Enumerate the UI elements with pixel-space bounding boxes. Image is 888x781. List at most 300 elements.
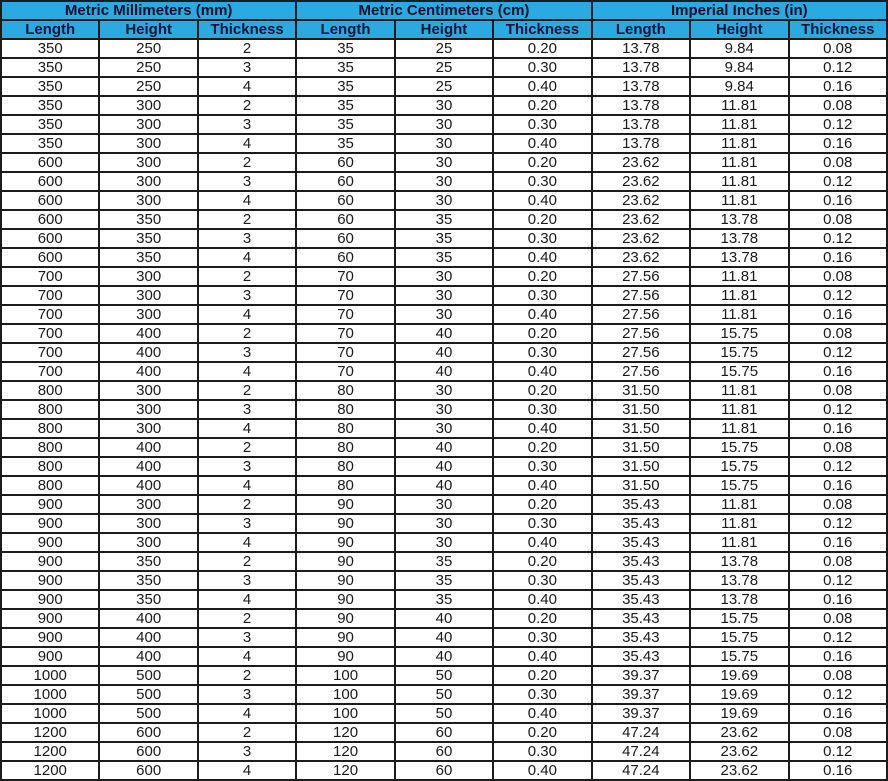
table-cell: 0.08 [789,552,888,571]
table-row [1,58,887,77]
table-cell: 600 [99,742,197,761]
table-cell: 0.20 [493,381,591,400]
table-cell: 300 [99,172,197,191]
table-cell: 0.12 [789,742,888,761]
table-cell: 90 [296,533,394,552]
table-cell: 0.08 [789,666,888,685]
table-cell: 0.16 [789,476,888,495]
table-cell: 25 [395,58,493,77]
table-cell: 0.30 [493,628,591,647]
table-cell: 0.12 [789,286,888,305]
table-cell: 31.50 [592,381,690,400]
table-cell: 0.40 [493,476,591,495]
table-row [1,172,887,191]
table-cell: 0.30 [493,457,591,476]
table-cell: 4 [198,77,296,96]
table-cell: 3 [198,400,296,419]
column-header-mm-length: Length [1,20,99,39]
table-cell: 13.78 [690,248,788,267]
table-cell: 0.40 [493,134,591,153]
table-cell: 70 [296,267,394,286]
table-cell: 70 [296,324,394,343]
column-header-cm-height: Height [395,20,493,39]
table-cell: 60 [395,723,493,742]
table-cell: 300 [99,96,197,115]
table-cell: 35 [395,248,493,267]
table-cell: 35 [296,115,394,134]
table-cell: 60 [296,191,394,210]
table-cell: 13.78 [690,590,788,609]
table-cell: 39.37 [592,685,690,704]
table-cell: 600 [99,723,197,742]
table-row [1,39,887,58]
table-cell: 800 [1,419,99,438]
table-cell: 500 [99,666,197,685]
table-row [1,400,887,419]
table-cell: 30 [395,514,493,533]
table-cell: 23.62 [592,153,690,172]
table-cell: 4 [198,248,296,267]
table-cell: 31.50 [592,400,690,419]
table-cell: 0.16 [789,533,888,552]
table-row [1,305,887,324]
table-cell: 4 [198,647,296,666]
table-cell: 0.08 [789,609,888,628]
table-row [1,761,887,780]
table-cell: 0.30 [493,172,591,191]
table-row [1,229,887,248]
table-cell: 700 [1,343,99,362]
table-cell: 35.43 [592,495,690,514]
table-cell: 11.81 [690,305,788,324]
table-cell: 80 [296,381,394,400]
table-cell: 35 [296,58,394,77]
table-cell: 800 [1,476,99,495]
table-cell: 0.30 [493,400,591,419]
table-cell: 60 [395,761,493,780]
table-cell: 2 [198,438,296,457]
table-cell: 0.08 [789,381,888,400]
table-cell: 300 [99,267,197,286]
table-header [1,1,887,39]
table-cell: 80 [296,438,394,457]
table-cell: 15.75 [690,324,788,343]
table-cell: 900 [1,609,99,628]
table-cell: 50 [395,685,493,704]
table-row [1,476,887,495]
table-row [1,248,887,267]
table-cell: 70 [296,305,394,324]
table-cell: 60 [296,229,394,248]
table-cell: 0.20 [493,609,591,628]
table-row [1,153,887,172]
table-cell: 250 [99,39,197,58]
table-cell: 30 [395,267,493,286]
table-cell: 100 [296,704,394,723]
table-cell: 0.20 [493,96,591,115]
table-row [1,343,887,362]
table-cell: 0.20 [493,438,591,457]
table-cell: 800 [1,438,99,457]
table-cell: 35 [395,552,493,571]
table-row [1,457,887,476]
table-row [1,191,887,210]
table-cell: 0.40 [493,419,591,438]
table-cell: 80 [296,457,394,476]
table-cell: 40 [395,628,493,647]
table-cell: 0.40 [493,590,591,609]
table-cell: 47.24 [592,761,690,780]
table-cell: 350 [99,229,197,248]
table-cell: 60 [395,742,493,761]
table-cell: 40 [395,343,493,362]
table-cell: 0.16 [789,248,888,267]
table-cell: 600 [1,229,99,248]
table-cell: 30 [395,495,493,514]
table-cell: 3 [198,229,296,248]
table-cell: 0.16 [789,647,888,666]
table-row [1,210,887,229]
table-cell: 70 [296,343,394,362]
table-cell: 700 [1,267,99,286]
table-cell: 27.56 [592,343,690,362]
table-cell: 40 [395,438,493,457]
table-cell: 2 [198,96,296,115]
table-cell: 19.69 [690,685,788,704]
table-cell: 4 [198,419,296,438]
table-cell: 0.16 [789,77,888,96]
table-cell: 35.43 [592,552,690,571]
table-row [1,96,887,115]
table-cell: 4 [198,191,296,210]
table-cell: 35.43 [592,571,690,590]
table-cell: 30 [395,191,493,210]
table-row [1,742,887,761]
table-cell: 3 [198,457,296,476]
table-cell: 350 [99,210,197,229]
table-cell: 0.08 [789,153,888,172]
column-header-cm-length: Length [296,20,394,39]
table-cell: 900 [1,495,99,514]
table-cell: 4 [198,362,296,381]
table-cell: 47.24 [592,742,690,761]
table-cell: 2 [198,267,296,286]
table-cell: 0.40 [493,77,591,96]
table-cell: 2 [198,153,296,172]
table-cell: 2 [198,381,296,400]
table-cell: 0.08 [789,495,888,514]
table-cell: 90 [296,628,394,647]
table-cell: 600 [1,172,99,191]
table-cell: 250 [99,77,197,96]
table-row [1,609,887,628]
table-cell: 90 [296,590,394,609]
table-cell: 30 [395,134,493,153]
table-cell: 0.08 [789,96,888,115]
table-cell: 350 [99,571,197,590]
table-cell: 35.43 [592,609,690,628]
table-cell: 4 [198,134,296,153]
table-cell: 300 [99,419,197,438]
table-row [1,533,887,552]
table-cell: 15.75 [690,628,788,647]
table-cell: 900 [1,533,99,552]
table-row [1,362,887,381]
column-header-row [1,20,887,39]
table-cell: 0.30 [493,58,591,77]
table-cell: 0.30 [493,742,591,761]
table-row [1,571,887,590]
table-cell: 31.50 [592,476,690,495]
table-cell: 0.30 [493,229,591,248]
table-cell: 350 [1,96,99,115]
table-cell: 35.43 [592,514,690,533]
table-cell: 23.62 [690,761,788,780]
table-cell: 9.84 [690,58,788,77]
table-cell: 2 [198,552,296,571]
table-cell: 11.81 [690,533,788,552]
table-cell: 0.08 [789,324,888,343]
table-cell: 4 [198,476,296,495]
table-cell: 35.43 [592,628,690,647]
table-cell: 350 [1,39,99,58]
table-cell: 0.40 [493,647,591,666]
table-cell: 3 [198,685,296,704]
group-header-metric-mm: Metric Millimeters (mm) [1,1,296,20]
table-cell: 300 [99,400,197,419]
table-cell: 0.16 [789,704,888,723]
table-cell: 300 [99,153,197,172]
table-cell: 15.75 [690,457,788,476]
table-cell: 0.30 [493,343,591,362]
table-cell: 300 [99,134,197,153]
table-cell: 1200 [1,761,99,780]
table-cell: 0.16 [789,191,888,210]
table-cell: 120 [296,761,394,780]
table-row [1,514,887,533]
table-cell: 0.30 [493,286,591,305]
table-cell: 600 [1,153,99,172]
table-row [1,115,887,134]
table-cell: 300 [99,305,197,324]
table-cell: 60 [296,210,394,229]
table-cell: 2 [198,210,296,229]
table-cell: 40 [395,457,493,476]
table-cell: 70 [296,286,394,305]
table-cell: 23.62 [690,723,788,742]
table-cell: 600 [1,191,99,210]
table-cell: 35.43 [592,590,690,609]
table-cell: 600 [1,210,99,229]
table-cell: 90 [296,495,394,514]
table-cell: 30 [395,172,493,191]
table-cell: 0.40 [493,305,591,324]
table-cell: 15.75 [690,343,788,362]
table-cell: 19.69 [690,704,788,723]
table-cell: 900 [1,590,99,609]
table-row [1,590,887,609]
table-cell: 350 [1,134,99,153]
table-cell: 0.20 [493,666,591,685]
table-cell: 0.16 [789,305,888,324]
table-row [1,381,887,400]
table-cell: 0.08 [789,39,888,58]
table-cell: 0.16 [789,761,888,780]
table-cell: 300 [99,286,197,305]
table-cell: 0.12 [789,571,888,590]
table-cell: 400 [99,362,197,381]
table-cell: 300 [99,514,197,533]
table-cell: 70 [296,362,394,381]
table-cell: 23.62 [592,210,690,229]
table-cell: 0.40 [493,362,591,381]
table-body [1,39,887,780]
table-row [1,134,887,153]
table-cell: 9.84 [690,39,788,58]
table-row [1,286,887,305]
table-cell: 2 [198,324,296,343]
table-cell: 300 [99,533,197,552]
table-cell: 0.20 [493,39,591,58]
table-cell: 4 [198,761,296,780]
table-cell: 3 [198,172,296,191]
table-cell: 600 [99,761,197,780]
table-cell: 30 [395,419,493,438]
table-cell: 0.40 [493,761,591,780]
table-cell: 1200 [1,723,99,742]
table-cell: 27.56 [592,362,690,381]
table-cell: 11.81 [690,153,788,172]
table-cell: 40 [395,609,493,628]
table-cell: 500 [99,704,197,723]
table-row [1,552,887,571]
table-cell: 31.50 [592,419,690,438]
table-cell: 15.75 [690,609,788,628]
table-cell: 31.50 [592,438,690,457]
table-cell: 3 [198,742,296,761]
table-cell: 30 [395,533,493,552]
table-cell: 100 [296,685,394,704]
table-cell: 350 [1,58,99,77]
table-cell: 2 [198,495,296,514]
table-row [1,438,887,457]
table-cell: 11.81 [690,495,788,514]
table-cell: 400 [99,476,197,495]
table-cell: 40 [395,324,493,343]
table-cell: 0.16 [789,134,888,153]
table-cell: 13.78 [690,552,788,571]
table-cell: 0.20 [493,552,591,571]
table-cell: 27.56 [592,286,690,305]
table-cell: 0.12 [789,58,888,77]
table-cell: 11.81 [690,400,788,419]
table-cell: 23.62 [690,742,788,761]
table-cell: 11.81 [690,172,788,191]
table-cell: 0.12 [789,457,888,476]
table-cell: 400 [99,343,197,362]
table-cell: 35.43 [592,647,690,666]
table-cell: 400 [99,438,197,457]
table-cell: 13.78 [690,210,788,229]
table-cell: 11.81 [690,191,788,210]
table-row [1,704,887,723]
table-cell: 60 [296,248,394,267]
table-cell: 19.69 [690,666,788,685]
table-cell: 27.56 [592,305,690,324]
table-cell: 120 [296,742,394,761]
table-cell: 80 [296,476,394,495]
table-cell: 90 [296,552,394,571]
table-cell: 39.37 [592,666,690,685]
table-cell: 30 [395,115,493,134]
table-cell: 90 [296,514,394,533]
table-cell: 40 [395,362,493,381]
table-cell: 40 [395,476,493,495]
table-cell: 0.20 [493,153,591,172]
table-row [1,324,887,343]
table-cell: 30 [395,286,493,305]
table-cell: 100 [296,666,394,685]
table-cell: 35 [395,229,493,248]
table-cell: 3 [198,514,296,533]
table-cell: 90 [296,609,394,628]
table-cell: 0.12 [789,685,888,704]
table-cell: 900 [1,647,99,666]
table-cell: 0.08 [789,267,888,286]
table-cell: 0.12 [789,628,888,647]
table-cell: 60 [296,153,394,172]
table-cell: 350 [1,77,99,96]
table-row [1,647,887,666]
table-cell: 11.81 [690,381,788,400]
table-cell: 800 [1,381,99,400]
table-cell: 700 [1,305,99,324]
table-cell: 0.20 [493,324,591,343]
table-cell: 25 [395,39,493,58]
table-cell: 15.75 [690,647,788,666]
table-row [1,419,887,438]
table-cell: 90 [296,571,394,590]
table-cell: 0.08 [789,723,888,742]
table-cell: 39.37 [592,704,690,723]
table-cell: 0.12 [789,172,888,191]
table-cell: 13.78 [690,571,788,590]
table-cell: 0.12 [789,400,888,419]
table-cell: 80 [296,419,394,438]
table-cell: 3 [198,58,296,77]
table-cell: 35 [395,590,493,609]
table-cell: 1000 [1,704,99,723]
table-cell: 11.81 [690,419,788,438]
table-cell: 0.12 [789,514,888,533]
table-row [1,495,887,514]
table-cell: 350 [1,115,99,134]
table-cell: 0.40 [493,248,591,267]
table-cell: 2 [198,666,296,685]
table-cell: 350 [99,590,197,609]
table-cell: 0.20 [493,723,591,742]
table-cell: 9.84 [690,77,788,96]
table-row [1,666,887,685]
table-cell: 0.30 [493,685,591,704]
table-cell: 11.81 [690,115,788,134]
table-cell: 30 [395,153,493,172]
table-cell: 13.78 [592,77,690,96]
table-cell: 27.56 [592,267,690,286]
table-cell: 3 [198,571,296,590]
table-cell: 35 [296,39,394,58]
table-cell: 35 [296,77,394,96]
